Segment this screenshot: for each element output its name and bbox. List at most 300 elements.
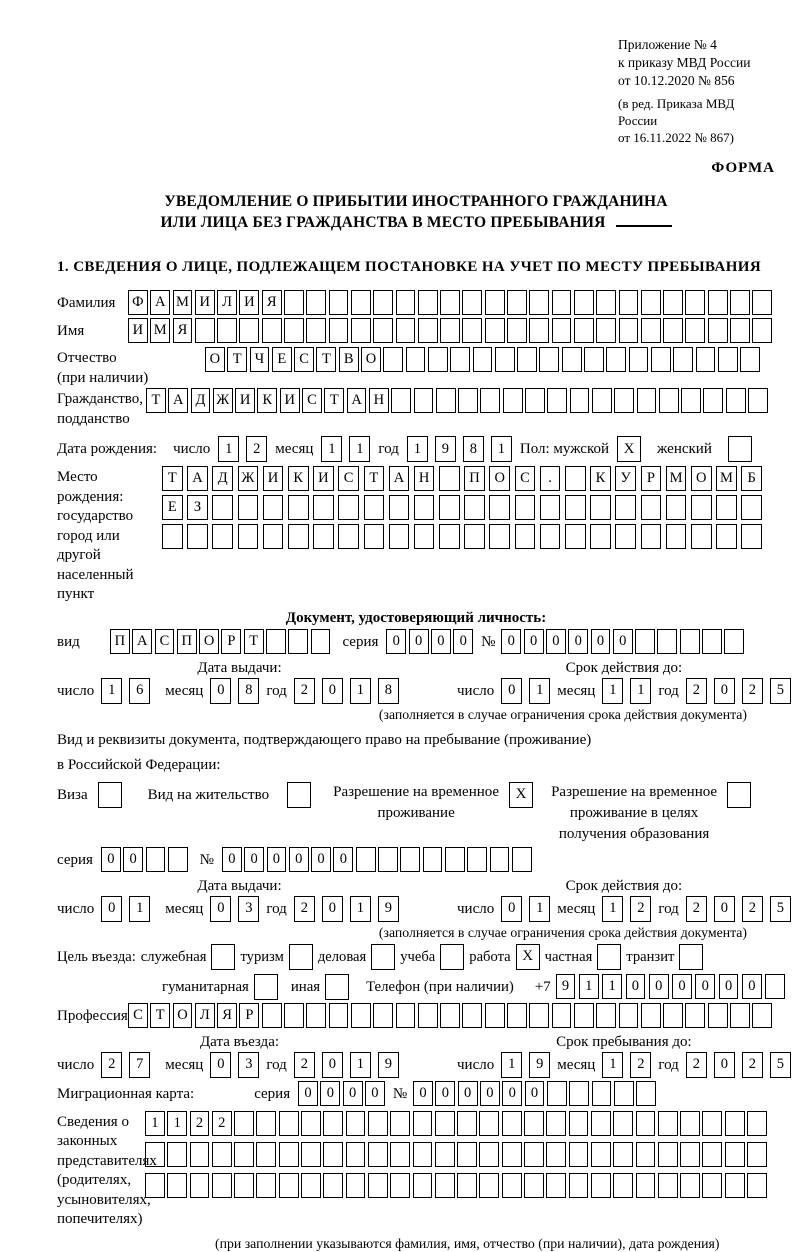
- form-cell[interactable]: [725, 1111, 745, 1136]
- form-cell[interactable]: Я: [262, 290, 282, 315]
- form-cell[interactable]: 3: [238, 896, 259, 922]
- form-cell[interactable]: 1: [501, 1052, 522, 1078]
- form-cell[interactable]: И: [280, 388, 300, 413]
- form-cell[interactable]: [708, 1003, 728, 1028]
- form-cell[interactable]: 3: [238, 1052, 259, 1078]
- form-cell[interactable]: [613, 1173, 633, 1198]
- form-cell[interactable]: Т: [364, 466, 385, 491]
- form-cell[interactable]: А: [132, 629, 152, 654]
- form-cell[interactable]: [238, 495, 259, 520]
- form-cell[interactable]: [495, 347, 515, 372]
- form-cell[interactable]: [346, 1142, 366, 1167]
- form-cell[interactable]: 0: [719, 974, 739, 999]
- form-cell[interactable]: [590, 495, 611, 520]
- form-cell[interactable]: 0: [386, 629, 406, 654]
- form-cell[interactable]: [658, 1111, 678, 1136]
- form-cell[interactable]: [288, 629, 308, 654]
- form-cell[interactable]: 1: [129, 896, 150, 922]
- form-cell[interactable]: [279, 1173, 299, 1198]
- form-cell[interactable]: 1: [602, 1052, 623, 1078]
- form-cell[interactable]: [351, 290, 371, 315]
- form-cell[interactable]: А: [389, 466, 410, 491]
- form-cell[interactable]: [525, 388, 545, 413]
- form-cell[interactable]: [658, 1142, 678, 1167]
- form-cell[interactable]: 5: [770, 896, 791, 922]
- form-cell[interactable]: [323, 1142, 343, 1167]
- form-cell[interactable]: [313, 495, 334, 520]
- form-cell[interactable]: [450, 347, 470, 372]
- form-cell[interactable]: [234, 1142, 254, 1167]
- form-cell[interactable]: [752, 1003, 772, 1028]
- form-cell[interactable]: 0: [210, 896, 231, 922]
- form-cell[interactable]: [685, 1003, 705, 1028]
- form-cell[interactable]: [390, 1142, 410, 1167]
- form-cell[interactable]: [301, 1111, 321, 1136]
- form-cell[interactable]: 2: [294, 678, 315, 704]
- form-cell[interactable]: [368, 1111, 388, 1136]
- form-cell[interactable]: 0: [322, 1052, 343, 1078]
- form-cell[interactable]: [373, 1003, 393, 1028]
- form-cell[interactable]: [591, 1173, 611, 1198]
- form-cell[interactable]: О: [361, 347, 381, 372]
- form-cell[interactable]: 1: [218, 436, 239, 462]
- form-cell[interactable]: [529, 1003, 549, 1028]
- form-cell[interactable]: 0: [210, 1052, 231, 1078]
- form-cell[interactable]: К: [257, 388, 277, 413]
- form-cell[interactable]: [467, 847, 487, 872]
- form-cell[interactable]: [489, 495, 510, 520]
- form-cell[interactable]: [396, 290, 416, 315]
- form-cell[interactable]: [279, 1111, 299, 1136]
- form-cell[interactable]: [539, 347, 559, 372]
- form-cell[interactable]: [368, 1142, 388, 1167]
- form-cell[interactable]: 0: [714, 896, 735, 922]
- form-cell[interactable]: [718, 347, 738, 372]
- form-cell[interactable]: И: [235, 388, 255, 413]
- form-cell[interactable]: [613, 1142, 633, 1167]
- form-cell[interactable]: [263, 495, 284, 520]
- form-cell[interactable]: [439, 524, 460, 549]
- form-cell[interactable]: И: [195, 290, 215, 315]
- form-cell[interactable]: Я: [173, 318, 193, 343]
- purpose-work-checkbox[interactable]: X: [516, 944, 540, 970]
- form-cell[interactable]: [716, 495, 737, 520]
- form-cell[interactable]: [703, 388, 723, 413]
- form-cell[interactable]: 0: [453, 629, 473, 654]
- form-cell[interactable]: [574, 1003, 594, 1028]
- form-cell[interactable]: [439, 495, 460, 520]
- form-cell[interactable]: [390, 1173, 410, 1198]
- form-cell[interactable]: 0: [322, 896, 343, 922]
- form-cell[interactable]: [234, 1173, 254, 1198]
- form-cell[interactable]: [266, 629, 286, 654]
- form-cell[interactable]: [329, 290, 349, 315]
- form-cell[interactable]: [691, 495, 712, 520]
- form-cell[interactable]: [306, 318, 326, 343]
- form-cell[interactable]: Н: [369, 388, 389, 413]
- form-cell[interactable]: [730, 1003, 750, 1028]
- form-cell[interactable]: О: [173, 1003, 193, 1028]
- form-cell[interactable]: [696, 347, 716, 372]
- form-cell[interactable]: [284, 290, 304, 315]
- residence-permit-checkbox[interactable]: [287, 782, 311, 808]
- form-cell[interactable]: 0: [298, 1081, 318, 1106]
- form-cell[interactable]: [262, 1003, 282, 1028]
- form-cell[interactable]: 2: [294, 1052, 315, 1078]
- form-cell[interactable]: [464, 524, 485, 549]
- form-cell[interactable]: [440, 318, 460, 343]
- form-cell[interactable]: [507, 1003, 527, 1028]
- form-cell[interactable]: [262, 318, 282, 343]
- form-cell[interactable]: [680, 1111, 700, 1136]
- form-cell[interactable]: Ф: [128, 290, 148, 315]
- form-cell[interactable]: [485, 290, 505, 315]
- form-cell[interactable]: [373, 318, 393, 343]
- form-cell[interactable]: [462, 290, 482, 315]
- form-cell[interactable]: [702, 629, 722, 654]
- form-cell[interactable]: [479, 1142, 499, 1167]
- form-cell[interactable]: 2: [630, 896, 651, 922]
- form-cell[interactable]: [584, 347, 604, 372]
- form-cell[interactable]: 0: [524, 629, 544, 654]
- form-cell[interactable]: [726, 388, 746, 413]
- form-cell[interactable]: 0: [714, 1052, 735, 1078]
- form-cell[interactable]: [596, 290, 616, 315]
- form-cell[interactable]: [663, 318, 683, 343]
- form-cell[interactable]: А: [347, 388, 367, 413]
- form-cell[interactable]: [708, 318, 728, 343]
- form-cell[interactable]: [435, 1111, 455, 1136]
- form-cell[interactable]: 1: [167, 1111, 187, 1136]
- form-cell[interactable]: [574, 318, 594, 343]
- form-cell[interactable]: 0: [546, 629, 566, 654]
- form-cell[interactable]: [479, 1173, 499, 1198]
- form-cell[interactable]: 0: [435, 1081, 455, 1106]
- form-cell[interactable]: С: [128, 1003, 148, 1028]
- form-cell[interactable]: [552, 1003, 572, 1028]
- form-cell[interactable]: [569, 1081, 589, 1106]
- form-cell[interactable]: [569, 1111, 589, 1136]
- form-cell[interactable]: [351, 1003, 371, 1028]
- form-cell[interactable]: [239, 318, 259, 343]
- form-cell[interactable]: М: [716, 466, 737, 491]
- form-cell[interactable]: 0: [613, 629, 633, 654]
- form-cell[interactable]: 0: [210, 678, 231, 704]
- form-cell[interactable]: [596, 318, 616, 343]
- form-cell[interactable]: [741, 495, 762, 520]
- purpose-other-checkbox[interactable]: [325, 974, 349, 1000]
- form-cell[interactable]: 1: [529, 678, 550, 704]
- form-cell[interactable]: [641, 290, 661, 315]
- form-cell[interactable]: [547, 388, 567, 413]
- form-cell[interactable]: [390, 1111, 410, 1136]
- form-cell[interactable]: 2: [101, 1052, 122, 1078]
- form-cell[interactable]: [517, 347, 537, 372]
- form-cell[interactable]: [329, 318, 349, 343]
- form-cell[interactable]: [663, 1003, 683, 1028]
- form-cell[interactable]: [418, 1003, 438, 1028]
- form-cell[interactable]: [529, 290, 549, 315]
- form-cell[interactable]: 1: [602, 974, 622, 999]
- form-cell[interactable]: [329, 1003, 349, 1028]
- form-cell[interactable]: 1: [491, 436, 512, 462]
- form-cell[interactable]: 0: [649, 974, 669, 999]
- form-cell[interactable]: 2: [630, 1052, 651, 1078]
- form-cell[interactable]: [765, 974, 785, 999]
- form-cell[interactable]: 0: [525, 1081, 545, 1106]
- form-cell[interactable]: Т: [162, 466, 183, 491]
- form-cell[interactable]: Т: [146, 388, 166, 413]
- form-cell[interactable]: [725, 1142, 745, 1167]
- form-cell[interactable]: 1: [350, 896, 371, 922]
- form-cell[interactable]: 5: [770, 678, 791, 704]
- form-cell[interactable]: И: [313, 466, 334, 491]
- purpose-tourism-checkbox[interactable]: [289, 944, 313, 970]
- form-cell[interactable]: [338, 495, 359, 520]
- form-cell[interactable]: [552, 290, 572, 315]
- form-cell[interactable]: [636, 1142, 656, 1167]
- form-cell[interactable]: 1: [602, 896, 623, 922]
- form-cell[interactable]: С: [338, 466, 359, 491]
- form-cell[interactable]: 1: [602, 678, 623, 704]
- form-cell[interactable]: [389, 524, 410, 549]
- form-cell[interactable]: [346, 1111, 366, 1136]
- form-cell[interactable]: [540, 495, 561, 520]
- form-cell[interactable]: [212, 524, 233, 549]
- form-cell[interactable]: 1: [350, 1052, 371, 1078]
- form-cell[interactable]: .: [540, 466, 561, 491]
- form-cell[interactable]: [256, 1142, 276, 1167]
- form-cell[interactable]: К: [590, 466, 611, 491]
- form-cell[interactable]: И: [128, 318, 148, 343]
- form-cell[interactable]: Т: [150, 1003, 170, 1028]
- form-cell[interactable]: [641, 1003, 661, 1028]
- form-cell[interactable]: И: [239, 290, 259, 315]
- form-cell[interactable]: Н: [414, 466, 435, 491]
- form-cell[interactable]: [730, 318, 750, 343]
- form-cell[interactable]: [635, 629, 655, 654]
- form-cell[interactable]: [364, 524, 385, 549]
- form-cell[interactable]: [570, 388, 590, 413]
- form-cell[interactable]: 0: [431, 629, 451, 654]
- form-cell[interactable]: [413, 1111, 433, 1136]
- form-cell[interactable]: [391, 388, 411, 413]
- form-cell[interactable]: 1: [630, 678, 651, 704]
- form-cell[interactable]: [145, 1173, 165, 1198]
- form-cell[interactable]: [515, 495, 536, 520]
- form-cell[interactable]: [458, 388, 478, 413]
- form-cell[interactable]: [400, 847, 420, 872]
- form-cell[interactable]: [190, 1142, 210, 1167]
- form-cell[interactable]: [724, 629, 744, 654]
- form-cell[interactable]: [747, 1173, 767, 1198]
- form-cell[interactable]: 1: [321, 436, 342, 462]
- form-cell[interactable]: [641, 318, 661, 343]
- form-cell[interactable]: [658, 1173, 678, 1198]
- form-cell[interactable]: [552, 318, 572, 343]
- form-cell[interactable]: 0: [714, 678, 735, 704]
- form-cell[interactable]: [256, 1173, 276, 1198]
- form-cell[interactable]: 2: [212, 1111, 232, 1136]
- form-cell[interactable]: Т: [244, 629, 264, 654]
- form-cell[interactable]: [413, 1142, 433, 1167]
- form-cell[interactable]: [389, 495, 410, 520]
- form-cell[interactable]: 2: [742, 678, 763, 704]
- form-cell[interactable]: [591, 1142, 611, 1167]
- form-cell[interactable]: [288, 495, 309, 520]
- form-cell[interactable]: [730, 290, 750, 315]
- form-cell[interactable]: [590, 524, 611, 549]
- form-cell[interactable]: [256, 1111, 276, 1136]
- form-cell[interactable]: [748, 388, 768, 413]
- form-cell[interactable]: [619, 1003, 639, 1028]
- form-cell[interactable]: 8: [378, 678, 399, 704]
- form-cell[interactable]: Р: [221, 629, 241, 654]
- form-cell[interactable]: 1: [529, 896, 550, 922]
- form-cell[interactable]: [615, 524, 636, 549]
- form-cell[interactable]: [502, 1111, 522, 1136]
- form-cell[interactable]: К: [288, 466, 309, 491]
- form-cell[interactable]: [629, 347, 649, 372]
- form-cell[interactable]: [435, 1173, 455, 1198]
- form-cell[interactable]: [524, 1173, 544, 1198]
- form-cell[interactable]: [479, 1111, 499, 1136]
- form-cell[interactable]: [195, 318, 215, 343]
- form-cell[interactable]: [752, 318, 772, 343]
- form-cell[interactable]: [614, 1081, 634, 1106]
- form-cell[interactable]: [396, 1003, 416, 1028]
- form-cell[interactable]: [187, 524, 208, 549]
- form-cell[interactable]: 0: [289, 847, 309, 872]
- form-cell[interactable]: [436, 388, 456, 413]
- form-cell[interactable]: 1: [579, 974, 599, 999]
- form-cell[interactable]: [512, 847, 532, 872]
- form-cell[interactable]: [346, 1173, 366, 1198]
- form-cell[interactable]: [413, 1173, 433, 1198]
- form-cell[interactable]: [502, 1142, 522, 1167]
- form-cell[interactable]: [212, 1173, 232, 1198]
- form-cell[interactable]: 2: [246, 436, 267, 462]
- form-cell[interactable]: [606, 347, 626, 372]
- form-cell[interactable]: 1: [349, 436, 370, 462]
- form-cell[interactable]: [540, 524, 561, 549]
- form-cell[interactable]: 0: [502, 1081, 522, 1106]
- form-cell[interactable]: [418, 290, 438, 315]
- form-cell[interactable]: 5: [770, 1052, 791, 1078]
- form-cell[interactable]: 2: [686, 1052, 707, 1078]
- form-cell[interactable]: [323, 1111, 343, 1136]
- form-cell[interactable]: Л: [217, 290, 237, 315]
- form-cell[interactable]: [740, 347, 760, 372]
- form-cell[interactable]: 0: [333, 847, 353, 872]
- form-cell[interactable]: О: [489, 466, 510, 491]
- form-cell[interactable]: Р: [641, 466, 662, 491]
- form-cell[interactable]: [301, 1142, 321, 1167]
- form-cell[interactable]: [636, 1173, 656, 1198]
- form-cell[interactable]: [263, 524, 284, 549]
- form-cell[interactable]: [301, 1173, 321, 1198]
- form-cell[interactable]: 2: [294, 896, 315, 922]
- form-cell[interactable]: [681, 388, 701, 413]
- form-cell[interactable]: 0: [101, 847, 121, 872]
- form-cell[interactable]: 0: [322, 678, 343, 704]
- form-cell[interactable]: [702, 1173, 722, 1198]
- form-cell[interactable]: Ж: [238, 466, 259, 491]
- form-cell[interactable]: [680, 1142, 700, 1167]
- male-checkbox[interactable]: X: [617, 436, 641, 462]
- form-cell[interactable]: Р: [239, 1003, 259, 1028]
- form-cell[interactable]: [212, 495, 233, 520]
- form-cell[interactable]: О: [199, 629, 219, 654]
- form-cell[interactable]: 2: [190, 1111, 210, 1136]
- form-cell[interactable]: [636, 1081, 656, 1106]
- form-cell[interactable]: 8: [238, 678, 259, 704]
- form-cell[interactable]: [306, 290, 326, 315]
- form-cell[interactable]: [414, 388, 434, 413]
- form-cell[interactable]: 9: [556, 974, 576, 999]
- form-cell[interactable]: [615, 495, 636, 520]
- form-cell[interactable]: [725, 1173, 745, 1198]
- form-cell[interactable]: [464, 495, 485, 520]
- form-cell[interactable]: [641, 524, 662, 549]
- form-cell[interactable]: [741, 524, 762, 549]
- form-cell[interactable]: [306, 1003, 326, 1028]
- form-cell[interactable]: [657, 629, 677, 654]
- form-cell[interactable]: [613, 1111, 633, 1136]
- form-cell[interactable]: О: [205, 347, 225, 372]
- form-cell[interactable]: 0: [343, 1081, 363, 1106]
- form-cell[interactable]: [284, 318, 304, 343]
- form-cell[interactable]: 0: [123, 847, 143, 872]
- form-cell[interactable]: [747, 1142, 767, 1167]
- form-cell[interactable]: 0: [267, 847, 287, 872]
- form-cell[interactable]: [423, 847, 443, 872]
- form-cell[interactable]: [414, 495, 435, 520]
- form-cell[interactable]: [364, 495, 385, 520]
- form-cell[interactable]: [428, 347, 448, 372]
- form-cell[interactable]: [547, 1081, 567, 1106]
- form-cell[interactable]: [351, 318, 371, 343]
- form-cell[interactable]: [529, 318, 549, 343]
- form-cell[interactable]: [445, 847, 465, 872]
- form-cell[interactable]: С: [302, 388, 322, 413]
- form-cell[interactable]: 0: [222, 847, 242, 872]
- form-cell[interactable]: [673, 347, 693, 372]
- form-cell[interactable]: [752, 290, 772, 315]
- form-cell[interactable]: [591, 1111, 611, 1136]
- form-cell[interactable]: [457, 1111, 477, 1136]
- purpose-humanitarian-checkbox[interactable]: [254, 974, 278, 1000]
- form-cell[interactable]: [702, 1111, 722, 1136]
- form-cell[interactable]: У: [615, 466, 636, 491]
- form-cell[interactable]: [685, 290, 705, 315]
- form-cell[interactable]: [565, 495, 586, 520]
- form-cell[interactable]: [418, 318, 438, 343]
- form-cell[interactable]: [462, 1003, 482, 1028]
- form-cell[interactable]: 8: [463, 436, 484, 462]
- purpose-study-checkbox[interactable]: [440, 944, 464, 970]
- form-cell[interactable]: [546, 1142, 566, 1167]
- form-cell[interactable]: С: [515, 466, 536, 491]
- form-cell[interactable]: 0: [591, 629, 611, 654]
- form-cell[interactable]: П: [110, 629, 130, 654]
- form-cell[interactable]: [378, 847, 398, 872]
- form-cell[interactable]: 2: [686, 678, 707, 704]
- form-cell[interactable]: [716, 524, 737, 549]
- form-cell[interactable]: [356, 847, 376, 872]
- form-cell[interactable]: [680, 629, 700, 654]
- form-cell[interactable]: [435, 1142, 455, 1167]
